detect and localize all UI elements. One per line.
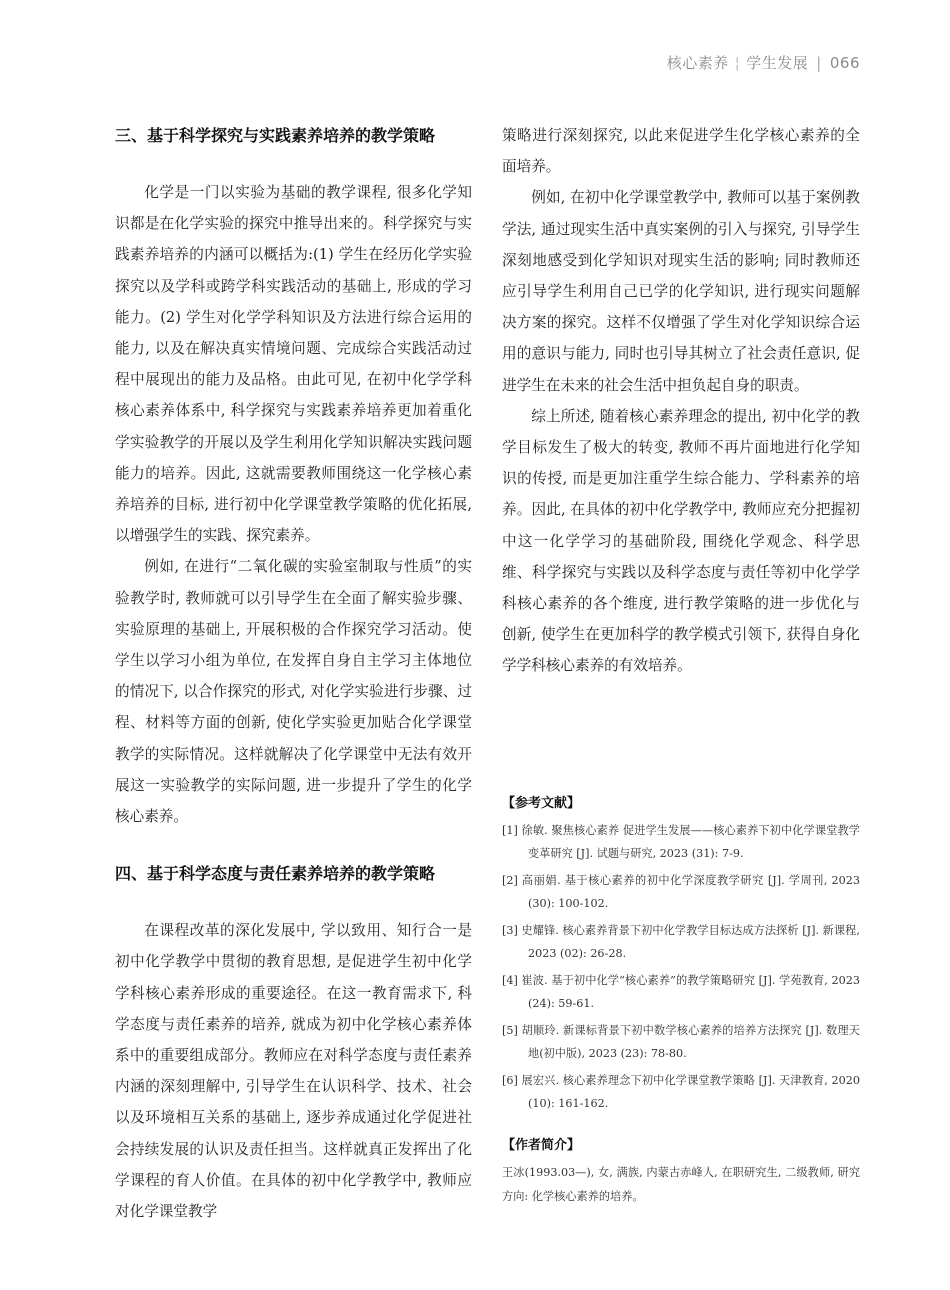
references-section — [502, 792, 860, 1119]
author-bio-section — [502, 1134, 860, 1209]
continued-paragraph: 策略进行深刻探究, 以此来促进学生化学核心素养的全面培养。 — [502, 127, 860, 176]
header-divider: ¦ — [734, 53, 741, 72]
running-header — [667, 52, 860, 73]
reference-item: [6] 展宏兴. 核心素养理念下初中化学课堂教学策略 [J]. 天津教育, 2020 (10): 161-162. — [502, 1074, 860, 1110]
reference-item: [1] 徐敏. 聚焦核心素养 促进学生发展——核心素养下初中化学课堂教学变革研究 [J]. 试题与研究, 2023 (31): 7-9. — [502, 824, 860, 860]
section3-paragraph-1: 化学是一门以实验为基础的教学课程, 很多化学知识都是在化学实验的探究中推导出来的。科学探究与实践素养培养的内涵可以概括为:(1) 学生在经历化学实验探究以及学科或跨学科实践活动的基础上, 形成的学习能力。(2) 学生对化学学科知识及方法进行综合运用的能力, 以及在解决真实情境问题、完成综合实践活动过程中展现出的能力及品格。由此可见, 在初中化学学科核心素养体系中, 科学探究与实践素养培养更加着重化学实验教学的开展以及学生利用化学知识解决实践问题能力的培养。因此, 这就需要教师围绕这一化学核心素养培养的目标, 进行初中化学课堂教学策略的优化拓展, 以增强学生的实践、探究素养。 — [115, 184, 472, 545]
reference-item: [4] 崔波. 基于初中化学“核心素养”的教学策略研究 [J]. 学苑教育, 2023 (24): 59-61. — [502, 974, 860, 1010]
header-journal-right: 学生发展 — [746, 54, 809, 72]
reference-item: [3] 史耀锋. 核心素养背景下初中化学教学目标达成方法探析 [J]. 新课程, 2023 (02): 26-28. — [502, 924, 860, 960]
left-column — [115, 120, 472, 1227]
header-dash: | — [816, 53, 822, 72]
reference-item: [5] 胡顺玲. 新课标背景下初中数学核心素养的培养方法探究 [J]. 数理天地(初中版), 2023 (23): 78-80. — [502, 1024, 860, 1060]
section4-title: 四、基于科学态度与责任素养培养的教学策略 — [115, 864, 436, 884]
header-journal-left: 核心素养 — [666, 54, 729, 72]
references-title: 【参考文献】 — [502, 796, 581, 811]
author-bio-text: 王冰(1993.03—), 女, 满族, 内蒙古赤峰人, 在职研究生, 二级教师, 研究方向: 化学核心素养的培养。 — [502, 1166, 860, 1203]
page-number: 066 — [829, 53, 860, 72]
reference-item: [2] 高丽娟. 基于核心素养的初中化学深度教学研究 [J]. 学周刊, 2023 (30): 100-102. — [502, 874, 860, 910]
section3-paragraph-2: 例如, 在进行“二氧化碳的实验室制取与性质”的实验教学时, 教师就可以引导学生在全面了解实验步骤、实验原理的基础上, 开展积极的合作探究学习活动。使学生以学习小组为单位, 在发挥自身自主学习主体地位的情况下, 以合作探究的形式, 对化学实验进行步骤、过程、材料等方面的创新, 使化学实验更加贴合化学课堂教学的实际情况。这样就解决了化学课堂中无法有效开展这一实验教学的实际问题, 进一步提升了学生的化学核心素养。 — [115, 558, 472, 826]
author-bio-title: 【作者简介】 — [502, 1138, 581, 1153]
example-paragraph: 例如, 在初中化学课堂教学中, 教师可以基于案例教学法, 通过现实生活中真实案例的引入与探究, 引导学生深刻地感受到化学知识对现实生活的影响; 同时教师还应引导学生利用自己已学的化学知识, 进行现实问题解决方案的探究。这样不仅增强了学生对化学知识综合运用的意识与能力, 同时也引导其树立了社会责任意识, 促进学生在未来的社会生活中担负起自身的职责。 — [502, 189, 860, 394]
right-column — [502, 120, 860, 682]
section4-paragraph-1: 在课程改革的深化发展中, 学以致用、知行合一是初中化学教学中贯彻的教育思想, 是促进学生初中化学学科核心素养形成的重要途径。在这一教育需求下, 科学态度与责任素养的培养, 就成为初中化学核心素养体系中的重要组成部分。教师应在对科学态度与责任素养内涵的深刻理解中, 引导学生在认识科学、技术、社会以及环境相互关系的基础上, 逐步养成通过化学促进社会持续发展的认识及责任担当。这样就真正发挥出了化学课程的育人价值。在具体的初中化学教学中, 教师应对化学课堂教学 — [115, 922, 472, 1221]
section3-title: 三、基于科学探究与实践素养培养的教学策略 — [115, 126, 436, 145]
summary-paragraph: 综上所述, 随着核心素养理念的提出, 初中化学的教学目标发生了极大的转变, 教师不再片面地进行化学知识的传授, 而是更加注重学生综合能力、学科素养的培养。因此, 在具体的初中化学教学中, 教师应充分把握初中这一化学学习的基础阶段, 围绕化学观念、科学思维、科学探究与实践以及科学态度与责任等初中化学学科核心素养的各个维度, 进行教学策略的进一步优化与创新, 使学生在更加科学的教学模式引领下, 获得自身化学学科核心素养的有效培养。 — [502, 407, 860, 675]
